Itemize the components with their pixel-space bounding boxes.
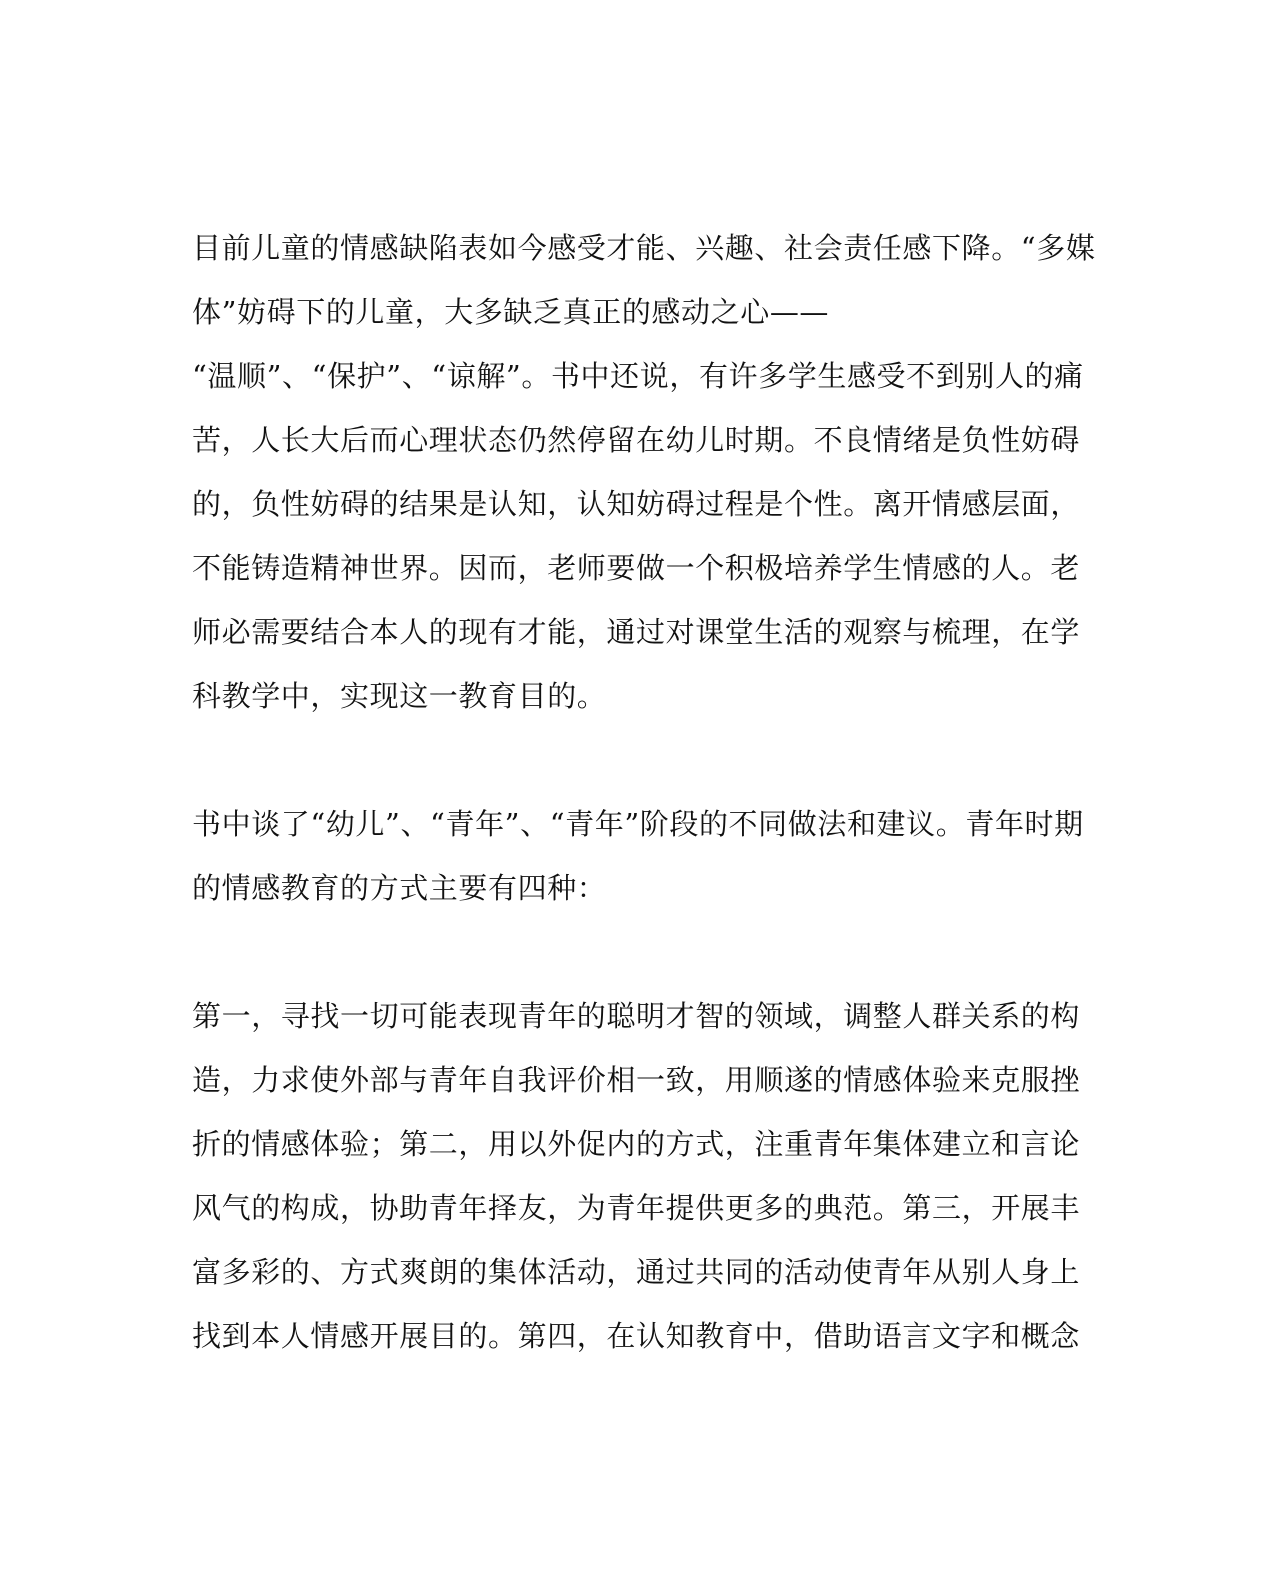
text-line: 的，负性妨碍的结果是认知，认知妨碍过程是个性。离开情感层面， — [192, 487, 1081, 521]
text-line: 书中谈了“幼儿”、“青年”、“青年”阶段的不同做法和建议。青年时期 — [192, 807, 1084, 841]
text-line: 折的情感体验；第二，用以外促内的方式，注重青年集体建立和言论 — [192, 1127, 1081, 1161]
text-line: 找到本人情感开展目的。第四，在认知教育中，借助语言文字和概念 — [192, 1319, 1081, 1353]
text-line: 的情感教育的方式主要有四种： — [192, 871, 607, 905]
text-line: 师必需要结合本人的现有才能，通过对课堂生活的观察与梳理，在学 — [192, 615, 1081, 649]
text-line: 富多彩的、方式爽朗的集体活动，通过共同的活动使青年从别人身上 — [192, 1255, 1081, 1289]
text-line: 科教学中，实现这一教育目的。 — [192, 679, 607, 713]
text-line: 第一，寻找一切可能表现青年的聪明才智的领域，调整人群关系的构 — [192, 999, 1081, 1033]
text-line: 苦，人长大后而心理状态仍然停留在幼儿时期。不良情绪是负性妨碍 — [192, 423, 1081, 457]
text-line: 目前儿童的情感缺陷表如今感受才能、兴趣、社会责任感下降。“多媒 — [192, 231, 1096, 265]
text-line: “温顺”、“保护”、“谅解”。书中还说，有许多学生感受不到别人的痛 — [192, 359, 1084, 393]
text-line: 风气的构成，协助青年择友，为青年提供更多的典范。第三，开展丰 — [192, 1191, 1081, 1225]
text-line: 体”妨碍下的儿童，大多缺乏真正的感动之心—— — [192, 295, 830, 329]
text-line: 造，力求使外部与青年自我评价相一致，用顺遂的情感体验来克服挫 — [192, 1063, 1081, 1097]
text-line: 不能铸造精神世界。因而，老师要做一个积极培养学生情感的人。老 — [192, 551, 1081, 585]
